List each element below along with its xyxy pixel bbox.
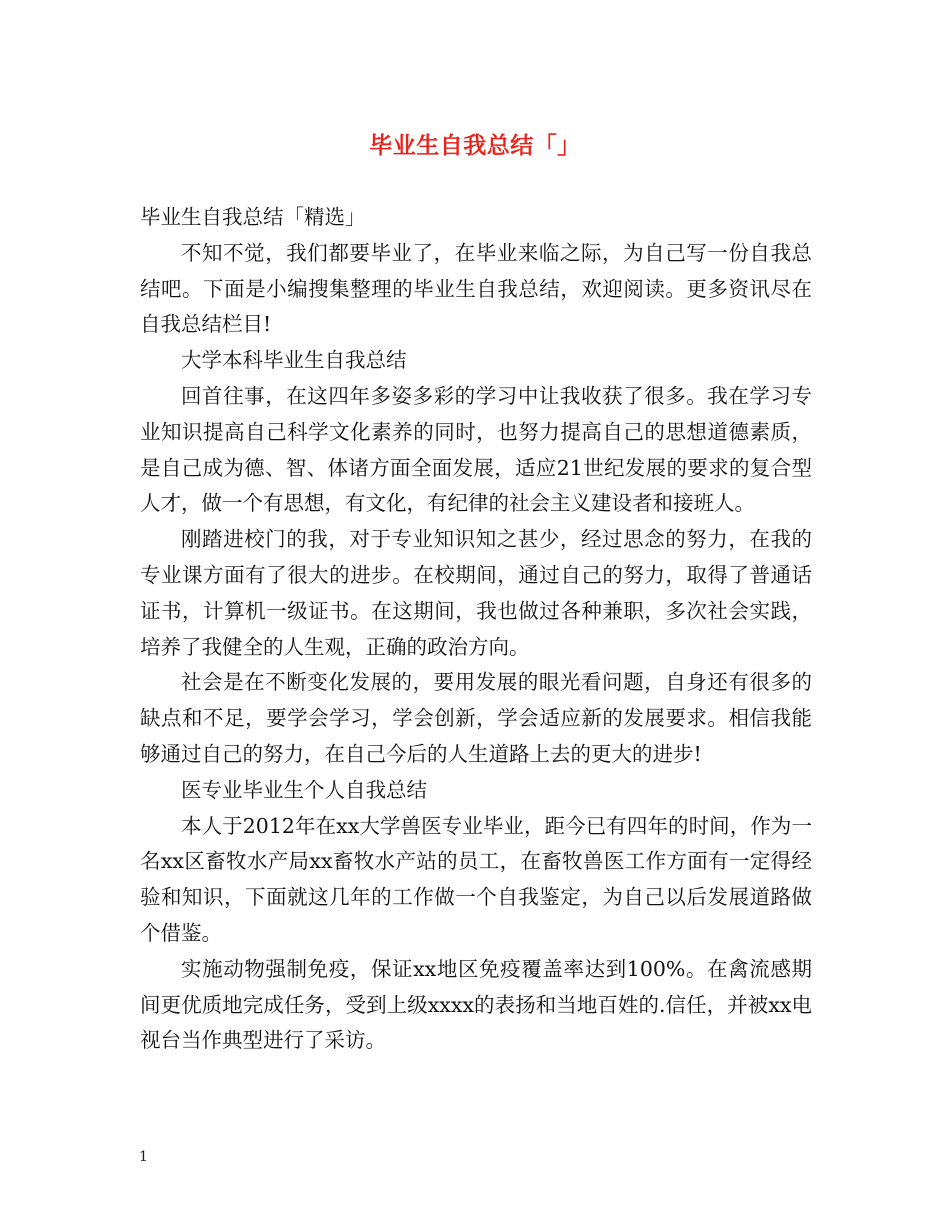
section-heading-undergraduate: 大学本科毕业生自我总结 (181, 348, 407, 373)
body-paragraph: 实施动物强制免疫，保证xx地区免疫覆盖率达到100%。在禽流感期间更优质地完成任务，受到上级xxxx的表扬和当地百姓的.信任，并被xx电视台当作典型进行了采访。 (140, 956, 812, 1053)
body-paragraph: 社会是在不断变化发展的，要用发展的眼光看问题，自身还有很多的缺点和不足，要学会学习，学会创新，学会适应新的发展要求。相信我能够通过自己的努力，在自己今后的人生道路上去的更大的进步! (140, 670, 812, 766)
section-heading-medical: 医专业毕业生个人自我总结 (181, 777, 427, 802)
page-number: 1 (139, 1149, 148, 1165)
intro-paragraph: 不知不觉，我们都要毕业了，在毕业来临之际，为自己写一份自我总结吧。下面是小编搜集整理的毕业生自我总结，欢迎阅读。更多资讯尽在自我总结栏目! (140, 240, 812, 337)
body-paragraph: 刚踏进校门的我，对于专业知识知之甚少，经过思念的努力，在我的专业课方面有了很大的进步。在校期间，通过自己的努力，取得了普通话证书，计算机一级证书。在这期间，我也做过各种兼职，多次社会实践，培养了我健全的人生观，正确的政治方向。 (140, 527, 812, 659)
subtitle-paragraph: 毕业生自我总结「精选」 (140, 205, 366, 229)
document-title: 毕业生自我总结「」 (369, 133, 581, 159)
body-paragraph: 回首往事，在这四年多姿多彩的学习中让我收获了很多。我在学习专业知识提高自己科学文化素养的同时，也努力提高自己的思想道德素质，是自己成为德、智、体诸方面全面发展，适应21世纪发展的要求的复合型人才，做一个有思想，有文化，有纪律的社会主义建设者和接班人。 (140, 383, 812, 516)
document-body (140, 200, 812, 1059)
body-paragraph: 本人于2012年在xx大学兽医专业毕业，距今已有四年的时间，作为一名xx区畜牧水产局xx畜牧水产站的员工，在畜牧兽医工作方面有一定得经验和知识，下面就这几年的工作做一个自我鉴定，为自己以后发展道路做个借鉴。 (140, 813, 812, 945)
